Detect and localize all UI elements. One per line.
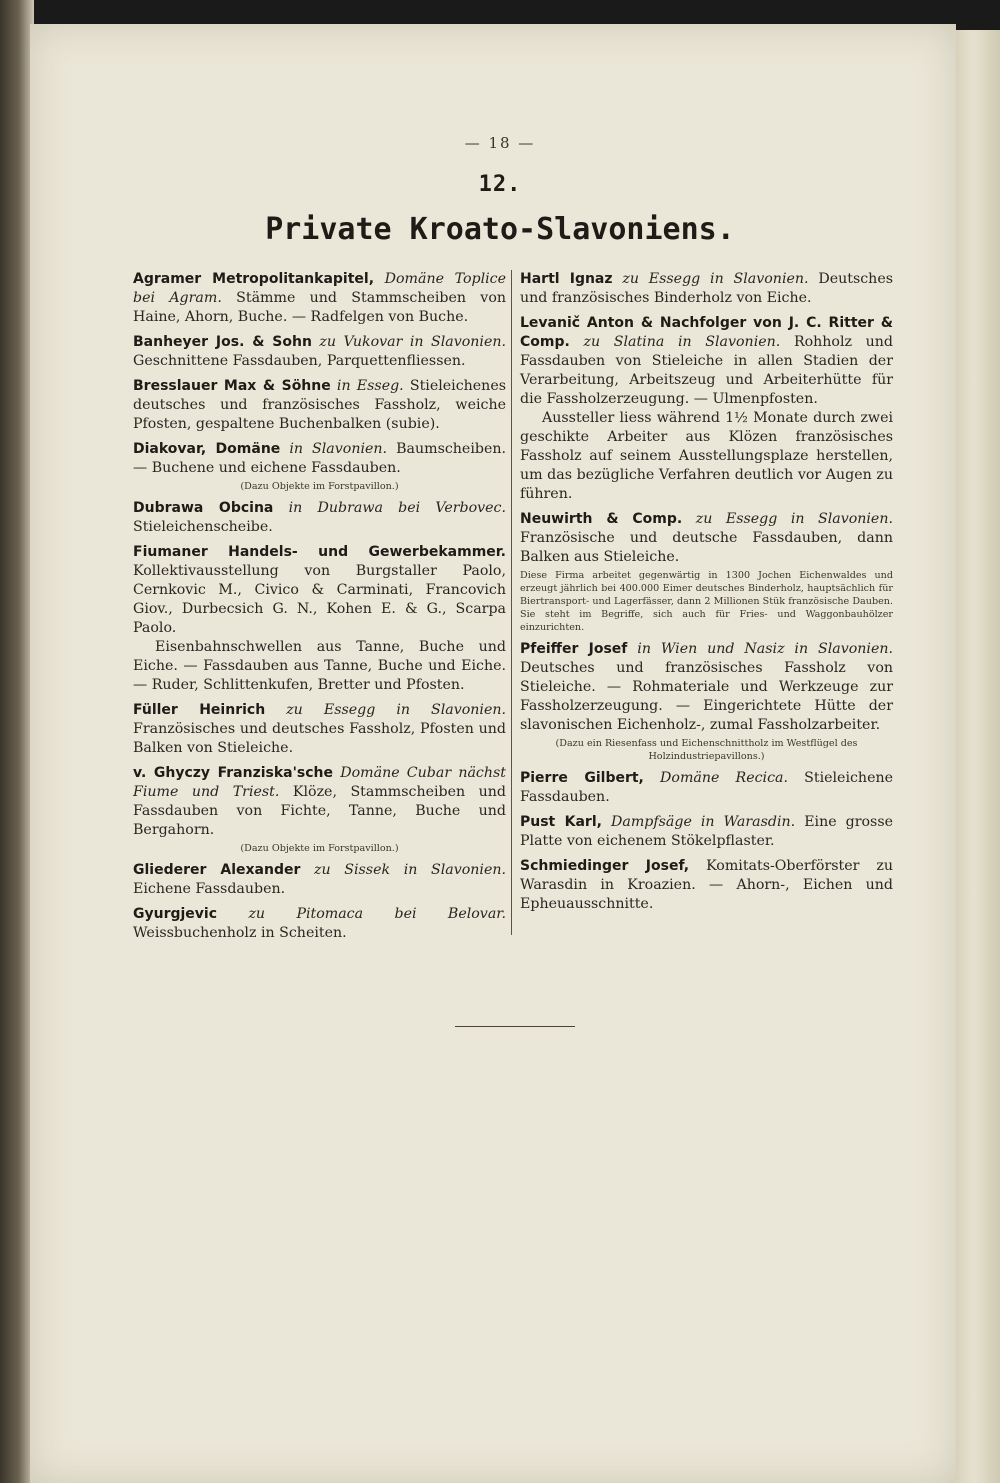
exhibit-paragraph: Eisenbahnschwellen aus Tanne, Buche und Eiche. — Fassdauben aus Tanne, Buche und Eiche. — Ruder, Schlittenkufen, Bretter und Pfosten. [133, 639, 506, 693]
exhibitor-entry [133, 701, 506, 758]
exhibitor-entry [520, 769, 893, 807]
exhibit-description: Stieleichenscheibe. [133, 519, 273, 535]
entry-text [133, 270, 506, 327]
section-number: 12. [478, 172, 522, 197]
exhibitor-location: in Esseg. [336, 378, 404, 394]
exhibit-description: Geschnittene Fassdauben, Parquettenfliessen. [133, 353, 466, 369]
exhibit-description: Weissbuchenholz in Scheiten. [133, 925, 347, 941]
page-number: — 18 — [464, 134, 536, 152]
exhibit-description: Baumscheiben. — Buchene und eichene Fassdauben. [133, 441, 506, 476]
exhibitor-location: Dampfsäge in Warasdin. [611, 814, 796, 830]
exhibit-note: (Dazu Objekte im Forstpavillon.) [240, 481, 399, 492]
entry-text [133, 861, 506, 899]
exhibit-description: Französische und deutsche Fassdauben, dann Balken aus Stieleiche. [520, 530, 893, 565]
exhibit-description: Klöze, Stammscheiben und Fassdauben von Fichte, Tanne, Buche und Bergahorn. [133, 784, 506, 838]
exhibit-note: (Dazu ein Riesenfass und Eichenschnittholz im Westflügel des Holzindustriepavillons.) [555, 738, 858, 762]
exhibit-description: Französisches und deutsches Fassholz, Pfosten und Balken von Stieleiche. [133, 721, 506, 756]
exhibitor-name: Diakovar, Domäne [133, 441, 281, 457]
exhibitor-name: Pust Karl, [520, 814, 602, 830]
exhibitor-entry [133, 377, 506, 434]
exhibitor-name: Dubrawa Obcina [133, 500, 274, 516]
section-title: Private Kroato-Slavoniens. [265, 212, 735, 247]
exhibit-description: Deutsches und französisches Fassholz von Stieleiche. — Rohmateriale und Werkzeuge zur Fassholzerzeugung. — Eingerichtete Hütte der slavonischen Eichenholz-, zumal Fassholzarbeiter. [520, 660, 893, 733]
exhibitor-entry [133, 333, 506, 371]
exhibitor-entry [520, 640, 893, 763]
entry-text [133, 499, 506, 537]
exhibitor-entry [133, 440, 506, 493]
entry-text [520, 769, 893, 807]
exhibit-description: Stieleichene Fassdauben. [520, 770, 893, 805]
exhibitor-name: Gyurgjevic [133, 906, 218, 922]
exhibitor-name: Agramer Metropolitankapitel, [133, 271, 375, 287]
exhibitor-name: Pierre Gilbert, [520, 770, 644, 786]
exhibitor-location: in Wien und Nasiz in Slavonien. [637, 641, 893, 657]
exhibitor-location: zu Essegg in Slavonien. [695, 511, 893, 527]
exhibitor-name: Schmiedinger Josef, [520, 858, 690, 874]
exhibitor-entry [520, 510, 893, 634]
exhibit-description: Rohholz und Fassdauben von Stieleiche in allen Stadien der Verarbeitung, Arbeitszeug und Arbeiterhütte für die Fassholzerzeugung. — Ulmenpfosten. [520, 334, 893, 407]
exhibit-description: Eichene Fassdauben. [133, 881, 286, 897]
exhibitor-location: zu Slatina in Slavonien. [583, 334, 781, 350]
exhibit-note: (Dazu Objekte im Forstpavillon.) [240, 843, 399, 854]
exhibitor-name: v. Ghyczy Franziska'sche [133, 765, 334, 781]
entry-text [133, 440, 506, 478]
exhibitor-name: Pfeiffer Josef [520, 641, 628, 657]
exhibit-description: Stämme und Stammscheiben von Haine, Ahorn, Buche. — Radfelgen von Buche. [133, 290, 507, 325]
exhibitor-name: Banheyer Jos. & Sohn [133, 334, 312, 350]
page-edge [956, 30, 1000, 1483]
exhibitor-entry [133, 270, 506, 327]
exhibit-description: Stieleichenes deutsches und französisches Fassholz, weiche Pfosten, gespaltene Buchenbalken (subie). [133, 378, 506, 432]
entry-text [520, 640, 893, 735]
entry-text [133, 377, 506, 434]
exhibitor-entry [520, 813, 893, 851]
entry-text [133, 543, 506, 638]
exhibit-description: Deutsches und französisches Binderholz von Eiche. [520, 271, 893, 306]
exhibitor-entry [520, 270, 893, 308]
exhibit-paragraph: Aussteller liess während 1½ Monate durch zwei geschikte Arbeiter aus Klözen französisches Fassholz auf seinem Ausstellungsplaze herstellen, um das bezügliche Verfahren deutlich vor Augen zu führen. [520, 410, 893, 502]
entry-text [133, 333, 506, 371]
left-column [133, 270, 506, 949]
exhibitor-name: Füller Heinrich [133, 702, 266, 718]
entry-text [520, 314, 893, 409]
exhibit-note: Diese Firma arbeitet gegenwärtig in 1300 Jochen Eichenwaldes und erzeugt jährlich bei 400.000 Eimer deutsches Binderholz, hauptsächlich für Biertransport- und Lagerfässer, dann 2 Millionen Stük französische Dauben. Sie steht im Begriffe, sich auch für Fries- und Waggonbauhölzer einzurichten. [520, 570, 893, 633]
exhibitor-location: zu Pitomaca bei Belovar. [248, 906, 507, 922]
exhibit-description: Komitats-Oberförster zu Warasdin in Kroazien. — Ahorn-, Eichen und Epheuausschnitte. [520, 858, 893, 912]
exhibitor-entry [133, 543, 506, 695]
entry-text [133, 905, 506, 943]
entry-text [520, 813, 893, 851]
exhibitor-name: Hartl Ignaz [520, 271, 613, 287]
exhibitor-location: in Slavonien. [289, 441, 388, 457]
exhibitor-entry [133, 499, 506, 537]
exhibitor-location: in Dubrawa bei Verbovec. [288, 500, 507, 516]
end-rule [455, 1026, 575, 1027]
exhibitor-name: Fiumaner Handels- und Gewerbekammer. [133, 544, 506, 560]
exhibitor-location: zu Sissek in Slavonien. [314, 862, 506, 878]
exhibitor-entry [133, 861, 506, 899]
exhibitor-entry [520, 857, 893, 914]
column-divider [511, 270, 512, 935]
exhibitor-location: zu Essegg in Slavonien. [286, 702, 507, 718]
exhibitor-location: Domäne Cubar nächst Fiume und Triest. [133, 765, 506, 800]
exhibit-description: Eine grosse Platte von eichenem Stökelpflaster. [520, 814, 893, 849]
exhibitor-name: Levanič Anton & Nachfolger von J. C. Ritter & Comp. [520, 315, 893, 350]
exhibitor-location: zu Essegg in Slavonien. [622, 271, 809, 287]
exhibitor-name: Bresslauer Max & Söhne [133, 378, 331, 394]
exhibitor-name: Gliederer Alexander [133, 862, 301, 878]
entry-text [133, 764, 506, 840]
exhibitor-location: zu Vukovar in Slavonien. [319, 334, 506, 350]
entry-text [520, 857, 893, 914]
exhibit-description: Kollektivausstellung von Burgstaller Paolo, Cernkovic M., Civico & Carminati, Francovich Giov., Durbecsich G. N., Kohen E. & G., Scarpa Paolo. [133, 563, 506, 636]
exhibitor-entry [133, 764, 506, 855]
entry-text [520, 270, 893, 308]
right-column [520, 270, 893, 920]
exhibitor-entry [520, 314, 893, 504]
exhibitor-entry [133, 905, 506, 943]
entry-text [133, 701, 506, 758]
entry-text [520, 510, 893, 567]
exhibitor-location: Domäne Toplice bei Agram. [133, 271, 507, 306]
exhibitor-location: Domäne Recica. [660, 770, 789, 786]
exhibitor-name: Neuwirth & Comp. [520, 511, 683, 527]
